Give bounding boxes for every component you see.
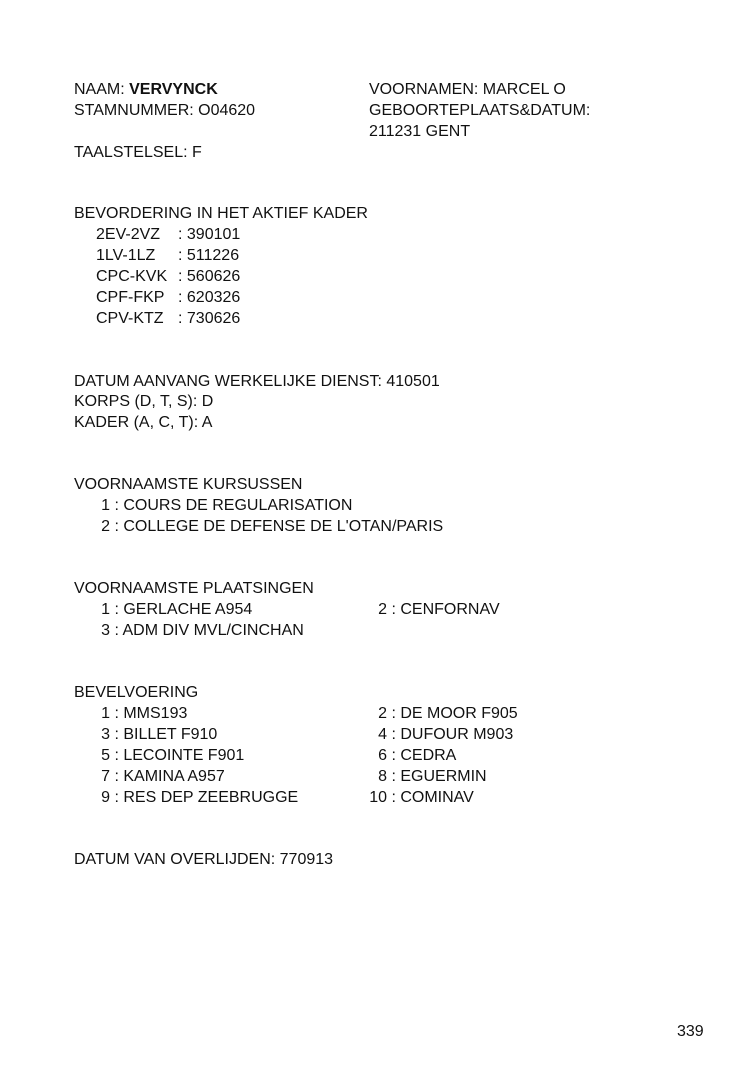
item-text: : BILLET F910 bbox=[114, 726, 218, 743]
kursussen-title: VOORNAAMSTE KURSUSSEN bbox=[74, 476, 303, 493]
item-number: 7 bbox=[101, 768, 110, 785]
item-number: 1 bbox=[101, 601, 110, 618]
plaatsing-item bbox=[96, 620, 304, 641]
rank-date: : 730626 bbox=[178, 310, 241, 327]
taalstelsel: TAALSTELSEL: F bbox=[74, 144, 202, 161]
item-text: : KAMINA A957 bbox=[114, 768, 225, 785]
bevel-item bbox=[96, 724, 217, 745]
item-text: : DUFOUR M903 bbox=[391, 726, 514, 743]
item-number: 2 bbox=[378, 601, 387, 618]
bevel-item bbox=[365, 766, 487, 787]
item-text: : COURS DE REGULARISATION bbox=[114, 497, 353, 514]
geboorte-value: 211231 GENT bbox=[369, 123, 471, 140]
bevel-item bbox=[96, 745, 244, 766]
rank: CPF-FKP bbox=[96, 289, 165, 306]
rank-date: : 560626 bbox=[178, 268, 241, 285]
rank: 1LV-1LZ bbox=[96, 247, 156, 264]
item-text: : CEDRA bbox=[391, 747, 457, 764]
bevordering-row bbox=[96, 308, 240, 329]
item-text: : COMINAV bbox=[391, 789, 474, 806]
item-number: 3 bbox=[101, 622, 110, 639]
bevordering-row bbox=[96, 224, 240, 245]
kursus-item bbox=[96, 516, 443, 537]
naam-line bbox=[74, 79, 218, 100]
kader: KADER (A, C, T): A bbox=[74, 414, 213, 431]
bevel-item bbox=[96, 787, 298, 808]
bevordering-row bbox=[96, 266, 240, 287]
item-text: : LECOINTE F901 bbox=[114, 747, 245, 764]
bevelvoering-title: BEVELVOERING bbox=[74, 684, 199, 701]
item-text: : EGUERMIN bbox=[391, 768, 487, 785]
item-text: : CENFORNAV bbox=[391, 601, 500, 618]
voornamen: VOORNAMEN: MARCEL O bbox=[369, 81, 566, 98]
plaatsingen-title: VOORNAAMSTE PLAATSINGEN bbox=[74, 580, 314, 597]
bevel-item bbox=[96, 703, 187, 724]
naam-label: NAAM: bbox=[74, 81, 125, 98]
bevordering-row bbox=[96, 287, 240, 308]
bevel-item bbox=[365, 745, 456, 766]
item-number: 8 bbox=[378, 768, 387, 785]
item-text: : COLLEGE DE DEFENSE DE L'OTAN/PARIS bbox=[114, 518, 444, 535]
item-number: 4 bbox=[378, 726, 387, 743]
datum-overlijden: DATUM VAN OVERLIJDEN: 770913 bbox=[74, 851, 334, 868]
bevordering-title: BEVORDERING IN HET AKTIEF KADER bbox=[74, 205, 368, 222]
korps: KORPS (D, T, S): D bbox=[74, 393, 214, 410]
rank-date: : 390101 bbox=[178, 226, 241, 243]
geboorte-label: GEBOORTEPLAATS&DATUM: bbox=[369, 102, 591, 119]
item-number: 5 bbox=[101, 747, 110, 764]
item-number: 2 bbox=[378, 705, 387, 722]
page-number: 339 bbox=[677, 1023, 704, 1040]
bevordering-row bbox=[96, 245, 239, 266]
item-text: : RES DEP ZEEBRUGGE bbox=[114, 789, 299, 806]
naam-value: VERVYNCK bbox=[129, 81, 218, 98]
item-number: 2 bbox=[101, 518, 110, 535]
item-number: 3 bbox=[101, 726, 110, 743]
item-text: : DE MOOR F905 bbox=[391, 705, 518, 722]
kursus-item bbox=[96, 495, 352, 516]
item-number: 10 bbox=[369, 789, 387, 806]
rank: 2EV-2VZ bbox=[96, 226, 161, 243]
item-number: 6 bbox=[378, 747, 387, 764]
rank-date: : 511226 bbox=[178, 247, 240, 264]
item-number: 1 bbox=[101, 497, 110, 514]
plaatsing-item bbox=[365, 599, 500, 620]
item-text: : MMS193 bbox=[114, 705, 188, 722]
rank: CPV-KTZ bbox=[96, 310, 164, 327]
item-number: 9 bbox=[101, 789, 110, 806]
bevel-item bbox=[365, 787, 474, 808]
bevel-item bbox=[365, 703, 518, 724]
plaatsing-item bbox=[96, 599, 252, 620]
bevel-item bbox=[96, 766, 225, 787]
aanvang-dienst: DATUM AANVANG WERKELIJKE DIENST: 410501 bbox=[74, 373, 440, 390]
item-text: : GERLACHE A954 bbox=[114, 601, 253, 618]
bevel-item bbox=[365, 724, 513, 745]
rank: CPC-KVK bbox=[96, 268, 168, 285]
rank-date: : 620326 bbox=[178, 289, 241, 306]
stamnummer: STAMNUMMER: O04620 bbox=[74, 102, 256, 119]
item-number: 1 bbox=[101, 705, 110, 722]
item-text: : ADM DIV MVL/CINCHAN bbox=[114, 622, 304, 639]
